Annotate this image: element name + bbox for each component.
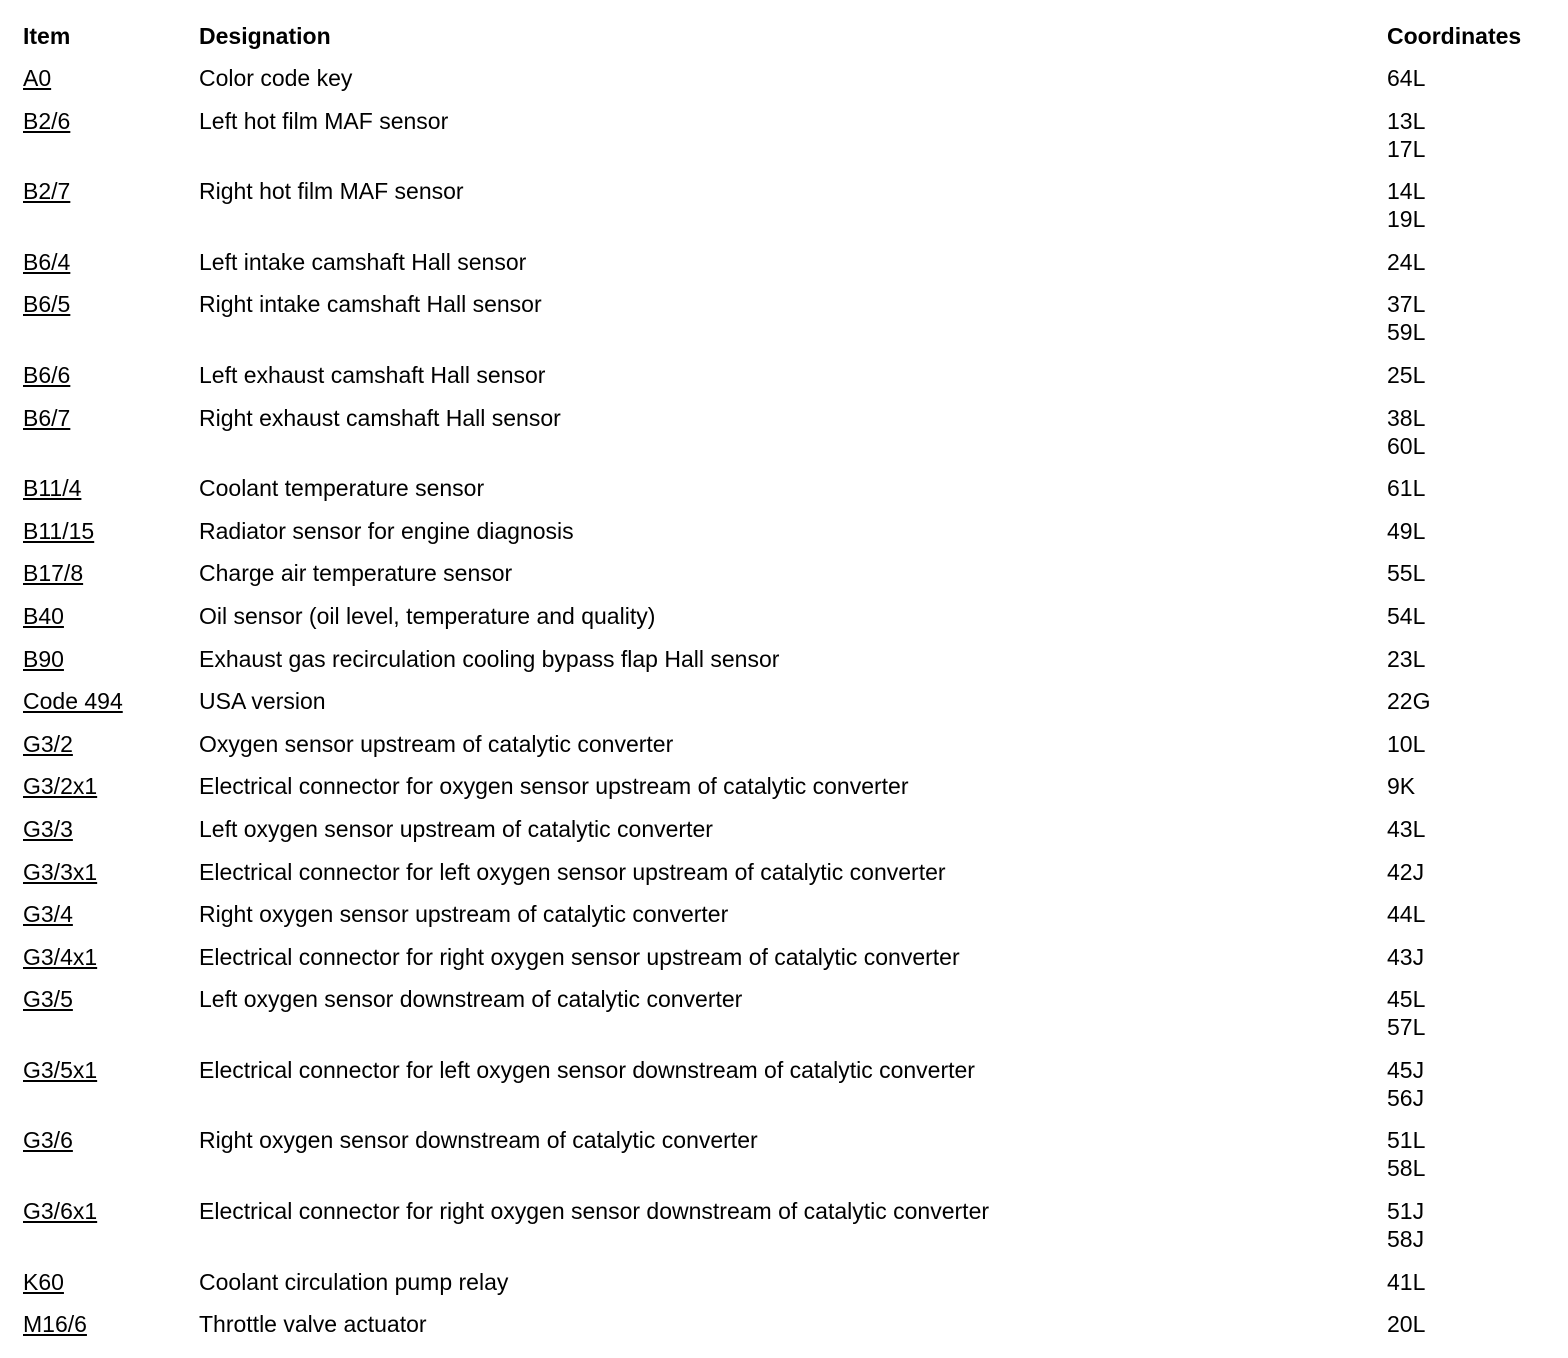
coordinate-value: 54L (1387, 602, 1426, 629)
coordinate-value: 45L (1387, 986, 1426, 1013)
coordinates-cell (1387, 730, 1563, 773)
designation-cell: Exhaust gas recirculation cooling bypass flap Hall sensor (199, 645, 780, 672)
coordinates-cell (1387, 177, 1563, 248)
item-link[interactable]: M16/6 (23, 1311, 87, 1338)
item-cell (23, 1268, 199, 1311)
item-cell (23, 602, 199, 645)
coordinate-value: 43L (1387, 815, 1426, 842)
item-link[interactable]: G3/5 (23, 986, 73, 1013)
table-row (23, 1126, 1563, 1197)
coordinates-cell (1387, 64, 1563, 107)
coordinates-cell (1387, 943, 1563, 986)
designation-cell: Left oxygen sensor upstream of catalytic converter (199, 815, 713, 842)
item-link[interactable]: B6/5 (23, 291, 71, 318)
table-row (23, 815, 1563, 858)
designation-cell: Electrical connector for left oxygen sensor downstream of catalytic converter (199, 1056, 975, 1083)
table-row (23, 602, 1563, 645)
table-row (23, 64, 1563, 107)
designation-cell: Color code key (199, 65, 353, 91)
designation-cell: Radiator sensor for engine diagnosis (199, 517, 574, 544)
coordinates-cell (1387, 645, 1563, 688)
table-header (23, 22, 1563, 64)
coordinates-cell (1387, 1126, 1563, 1197)
item-cell (23, 361, 199, 404)
item-link[interactable]: G3/2x1 (23, 773, 98, 800)
item-cell (23, 687, 199, 730)
coordinate-value: 51L (1387, 1127, 1426, 1154)
designation-cell: Left intake camshaft Hall sensor (199, 248, 527, 275)
designation-cell: Left exhaust camshaft Hall sensor (199, 361, 546, 388)
coordinate-value: 58L (1387, 1155, 1426, 1182)
coordinate-value: 25L (1387, 361, 1426, 388)
item-link[interactable]: G3/6 (23, 1127, 73, 1154)
designation-cell: Electrical connector for right oxygen sensor upstream of catalytic converter (199, 943, 960, 970)
item-link[interactable]: B6/6 (23, 361, 71, 388)
coordinate-value: 58J (1387, 1226, 1425, 1253)
coordinate-value: 56J (1387, 1084, 1425, 1111)
item-cell (23, 645, 199, 688)
designation-cell: Electrical connector for right oxygen sensor downstream of catalytic converter (199, 1198, 990, 1225)
item-cell (23, 517, 199, 560)
coordinate-value: 23L (1387, 645, 1426, 672)
coordinates-cell (1387, 1056, 1563, 1127)
designation-cell: Right intake camshaft Hall sensor (199, 291, 542, 318)
item-link[interactable]: B40 (23, 602, 64, 629)
table-row (23, 1268, 1563, 1311)
table-row (23, 687, 1563, 730)
item-cell (23, 858, 199, 901)
designation-cell: Oil sensor (oil level, temperature and quality) (199, 602, 656, 629)
table-row (23, 361, 1563, 404)
table-row (23, 772, 1563, 815)
item-cell (23, 1197, 199, 1268)
coordinate-value: 19L (1387, 206, 1426, 233)
coordinate-value: 43J (1387, 943, 1425, 970)
coordinate-value: 51J (1387, 1198, 1425, 1225)
coordinate-value: 49L (1387, 517, 1426, 544)
table-row (23, 645, 1563, 688)
coordinates-cell (1387, 1197, 1563, 1268)
coordinates-cell (1387, 602, 1563, 645)
coordinates-cell (1387, 474, 1563, 517)
table-row (23, 517, 1563, 560)
coordinates-cell (1387, 517, 1563, 560)
coordinates-cell (1387, 1268, 1563, 1311)
item-cell (23, 900, 199, 943)
item-link[interactable]: B6/4 (23, 248, 71, 275)
item-link[interactable]: A0 (23, 65, 52, 91)
designation-cell: Throttle valve actuator (199, 1311, 427, 1338)
table-row (23, 1056, 1563, 1127)
table-row (23, 1197, 1563, 1268)
designation-cell: USA version (199, 688, 326, 715)
coordinates-cell (1387, 248, 1563, 291)
designation-cell: Electrical connector for left oxygen sensor upstream of catalytic converter (199, 858, 946, 885)
item-link[interactable]: B90 (23, 645, 64, 672)
header-row (23, 22, 1563, 64)
designation-cell: Left oxygen sensor downstream of catalytic converter (199, 986, 743, 1013)
coordinate-value: 59L (1387, 319, 1426, 346)
coordinate-value: 61L (1387, 475, 1426, 502)
coordinate-value: 22G (1387, 688, 1431, 715)
coordinate-value: 14L (1387, 178, 1426, 205)
item-link[interactable]: G3/3 (23, 815, 73, 842)
item-link[interactable]: G3/6x1 (23, 1198, 98, 1225)
coordinate-value: 57L (1387, 1014, 1426, 1041)
coordinate-value: 55L (1387, 560, 1426, 587)
component-legend-table (23, 22, 1563, 1353)
item-cell (23, 474, 199, 517)
coordinate-value: 13L (1387, 107, 1426, 134)
item-cell (23, 177, 199, 248)
item-link[interactable]: G3/2 (23, 730, 73, 757)
item-cell (23, 985, 199, 1056)
item-cell (23, 772, 199, 815)
item-link[interactable]: B11/4 (23, 475, 82, 502)
item-cell (23, 64, 199, 107)
designation-cell: Charge air temperature sensor (199, 560, 513, 587)
item-cell (23, 559, 199, 602)
coordinate-value: 42J (1387, 858, 1425, 885)
coordinate-value: 24L (1387, 248, 1426, 275)
item-cell (23, 1056, 199, 1127)
coordinates-cell (1387, 404, 1563, 475)
column-header-coordinates: Coordinates (1387, 23, 1522, 49)
coordinate-value: 60L (1387, 432, 1426, 459)
coordinates-cell (1387, 858, 1563, 901)
table-row (23, 177, 1563, 248)
table-row (23, 730, 1563, 773)
table-row (23, 404, 1563, 475)
designation-cell: Right oxygen sensor upstream of catalytic converter (199, 901, 729, 928)
coordinates-cell (1387, 900, 1563, 943)
item-cell (23, 730, 199, 773)
item-link[interactable]: B2/7 (23, 178, 71, 205)
designation-cell: Electrical connector for oxygen sensor upstream of catalytic converter (199, 773, 909, 800)
item-cell (23, 107, 199, 178)
coordinate-value: 20L (1387, 1311, 1426, 1338)
coordinates-cell (1387, 107, 1563, 178)
table-row (23, 943, 1563, 986)
item-cell (23, 404, 199, 475)
item-cell (23, 815, 199, 858)
coordinates-cell (1387, 815, 1563, 858)
designation-cell: Coolant circulation pump relay (199, 1268, 509, 1295)
table-row (23, 900, 1563, 943)
designation-cell: Right exhaust camshaft Hall sensor (199, 404, 561, 431)
designation-cell: Left hot film MAF sensor (199, 107, 449, 134)
item-cell (23, 1126, 199, 1197)
item-cell (23, 943, 199, 986)
column-header-item: Item (23, 23, 71, 49)
designation-cell: Right oxygen sensor downstream of catalytic converter (199, 1127, 758, 1154)
coordinates-cell (1387, 687, 1563, 730)
coordinate-value: 44L (1387, 901, 1426, 928)
item-link[interactable]: G3/5x1 (23, 1056, 98, 1083)
item-link[interactable]: G3/3x1 (23, 858, 98, 885)
table-row (23, 985, 1563, 1056)
table-body (23, 64, 1563, 1353)
designation-cell: Right hot film MAF sensor (199, 178, 464, 205)
coordinates-cell (1387, 985, 1563, 1056)
coordinate-value: 9K (1387, 773, 1416, 800)
designation-cell: Oxygen sensor upstream of catalytic converter (199, 730, 674, 757)
column-header-designation: Designation (199, 23, 331, 49)
coordinates-cell (1387, 361, 1563, 404)
coordinates-cell (1387, 290, 1563, 361)
item-link[interactable]: B17/8 (23, 560, 84, 587)
coordinate-value: 38L (1387, 404, 1426, 431)
item-link[interactable]: G3/4x1 (23, 943, 98, 970)
coordinate-value: 45J (1387, 1056, 1425, 1083)
designation-cell: Coolant temperature sensor (199, 475, 485, 502)
item-cell (23, 1310, 199, 1353)
coordinate-value: 37L (1387, 291, 1426, 318)
coordinates-cell (1387, 1310, 1563, 1353)
item-link[interactable]: B6/7 (23, 404, 71, 431)
item-cell (23, 290, 199, 361)
coordinate-value: 41L (1387, 1268, 1426, 1295)
item-link[interactable]: B2/6 (23, 107, 71, 134)
item-link[interactable]: G3/4 (23, 901, 73, 928)
coordinates-cell (1387, 559, 1563, 602)
table-row (23, 474, 1563, 517)
coordinate-value: 10L (1387, 730, 1426, 757)
coordinates-cell (1387, 772, 1563, 815)
coordinate-value: 17L (1387, 135, 1426, 162)
table-row (23, 290, 1563, 361)
table-row (23, 559, 1563, 602)
item-link[interactable]: Code 494 (23, 688, 123, 715)
table-row (23, 1310, 1563, 1353)
item-link[interactable]: K60 (23, 1268, 64, 1295)
table-row (23, 107, 1563, 178)
coordinate-value: 64L (1387, 65, 1426, 91)
table-row (23, 858, 1563, 901)
table-row (23, 248, 1563, 291)
item-cell (23, 248, 199, 291)
item-link[interactable]: B11/15 (23, 517, 95, 544)
